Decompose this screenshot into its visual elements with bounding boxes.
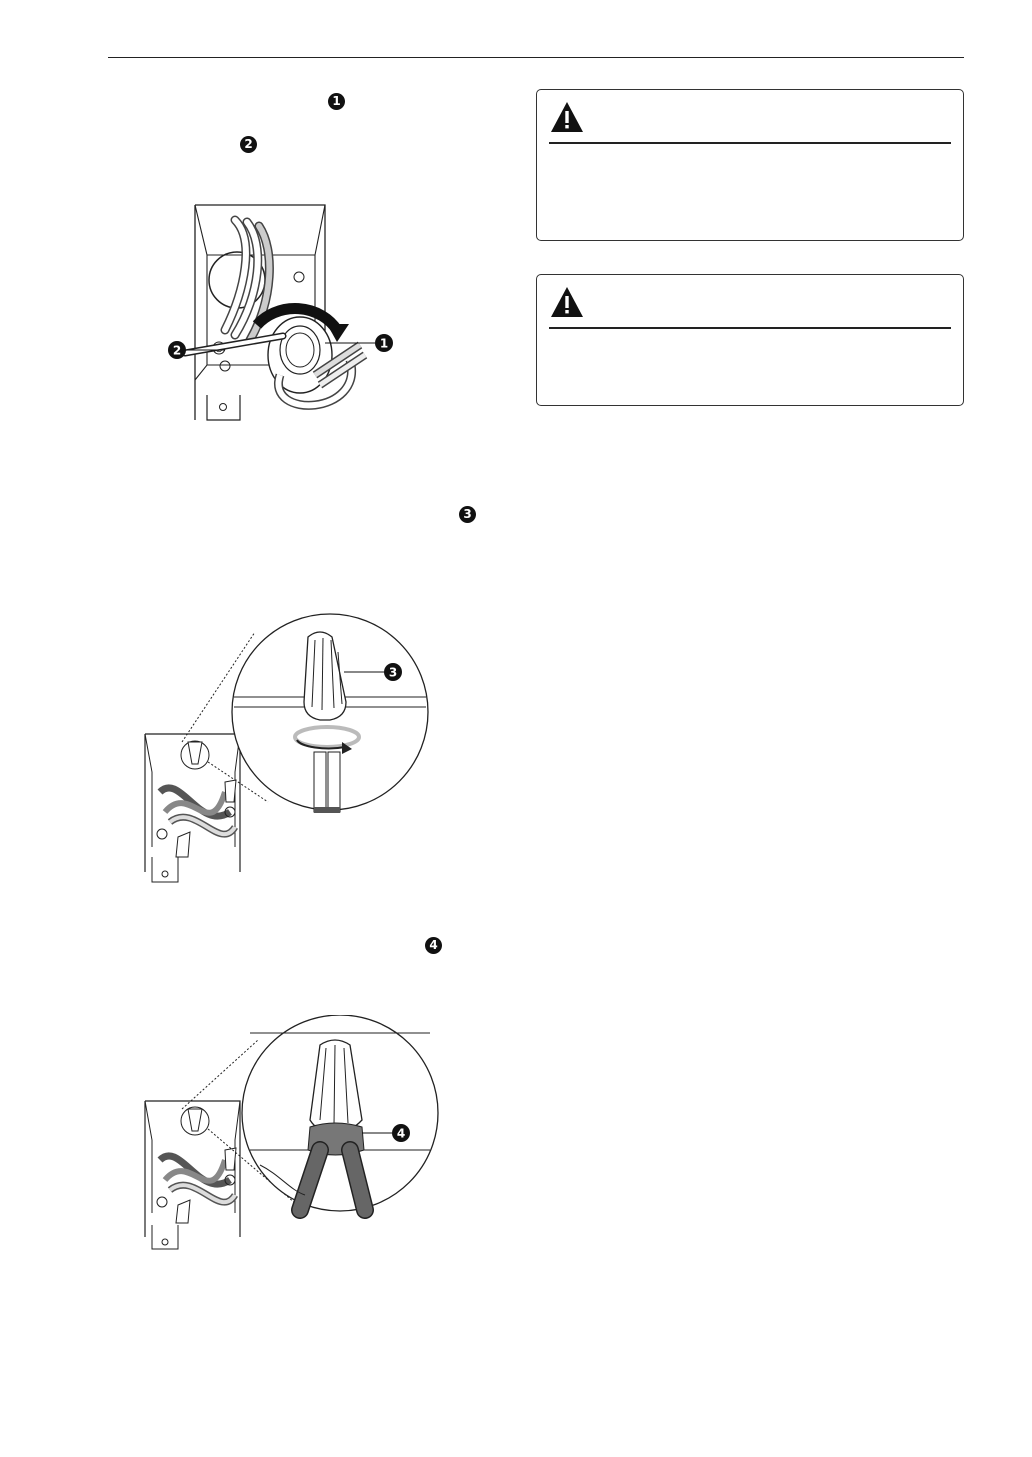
warning-triangle-icon — [549, 100, 585, 134]
callout-3: 3 — [388, 665, 398, 680]
warning-triangle-icon — [549, 285, 585, 319]
step-badge-4: 4 — [425, 937, 442, 954]
warning-box-2 — [536, 274, 964, 406]
step-badge-2: 2 — [240, 136, 257, 153]
callout-4: 4 — [396, 1126, 406, 1141]
figure-locknut-tightening — [165, 200, 405, 425]
warning-box-1 — [536, 89, 964, 241]
step-badge-3: 3 — [459, 506, 476, 523]
callout-1: 1 — [379, 336, 389, 351]
callout-2: 2 — [172, 343, 182, 358]
figure-wire-nut-twist — [140, 612, 440, 892]
warning-divider — [549, 142, 951, 144]
warning-divider — [549, 327, 951, 329]
figure-wire-nut-taped — [140, 1015, 450, 1260]
header-rule — [108, 57, 964, 58]
step-badge-1: 1 — [328, 93, 345, 110]
